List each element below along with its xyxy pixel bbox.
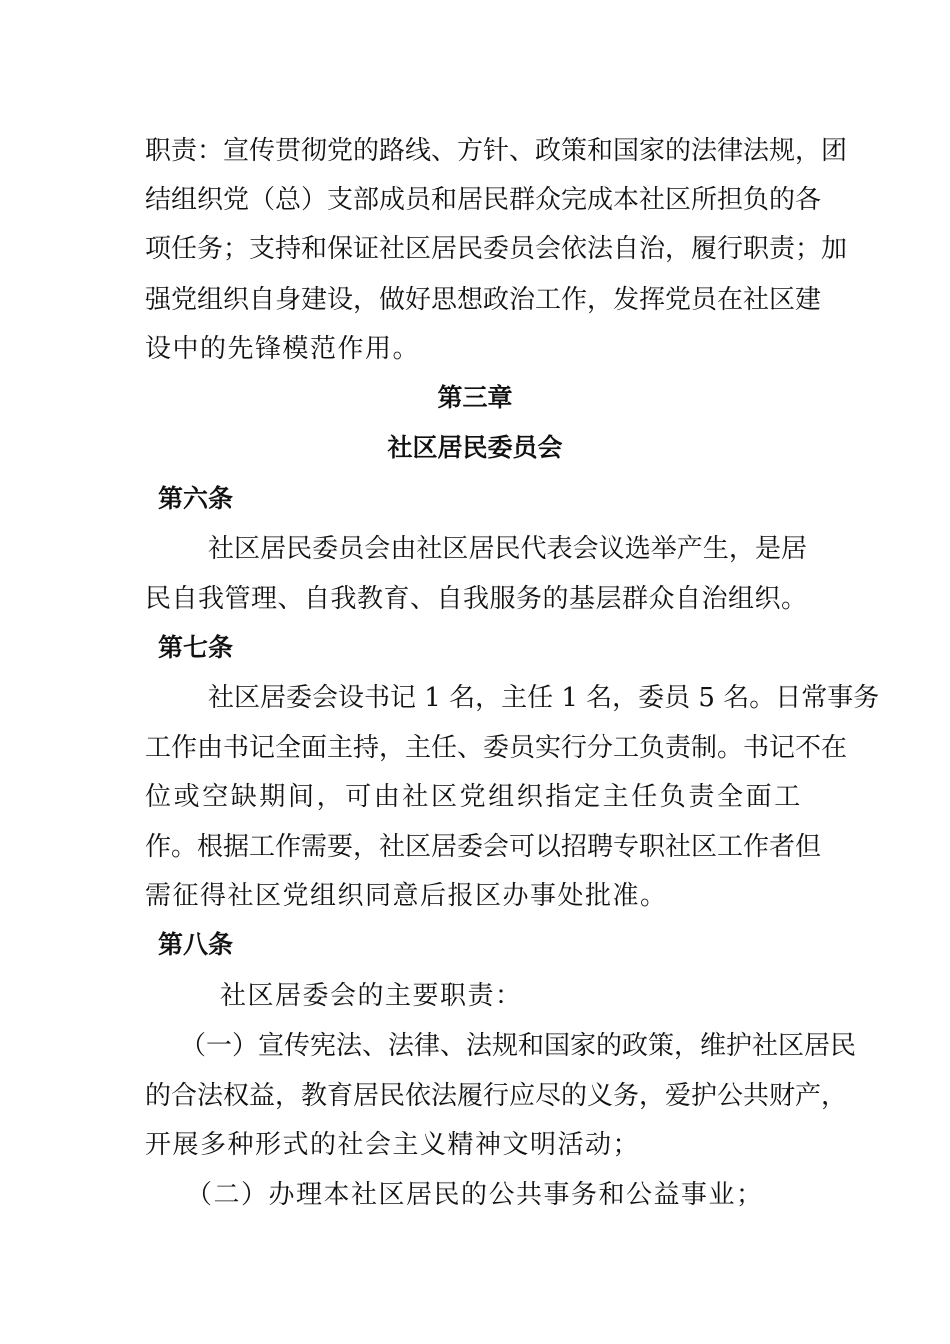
article-heading: 第七条	[158, 633, 234, 662]
article-heading: 第六条	[158, 484, 234, 513]
paragraph-line: 项任务；支持和保证社区居民委员会依法自治，履行职责；加	[145, 234, 848, 264]
paragraph-line: 需征得社区党组织同意后报区办事处批准。	[145, 881, 668, 911]
paragraph-line: 的合法权益，教育居民依法履行应尽的义务，爱护公共财产，	[145, 1081, 848, 1111]
article-heading: 第八条	[158, 930, 234, 959]
chapter-title: 社区居民委员会	[387, 433, 563, 462]
paragraph-line: 结组织党（总）支部成员和居民群众完成本社区所担负的各	[145, 185, 822, 215]
paragraph-line: 民自我管理、自我教育、自我服务的基层群众自治组织。	[145, 584, 807, 614]
paragraph-line: 职责：宣传贯彻党的路线、方针、政策和国家的法律法规，团	[145, 136, 848, 166]
list-item: （一）宣传宪法、法律、法规和国家的政策，维护社区居民	[180, 1031, 857, 1061]
paragraph-line: 工作由书记全面主持，主任、委员实行分工负责制。书记不在	[145, 733, 848, 763]
paragraph-line: 设中的先锋模范作用。	[145, 334, 421, 364]
paragraph-line: 作。根据工作需要，社区居委会可以招聘专职社区工作者但	[145, 832, 822, 862]
paragraph-line: 位或空缺期间，可由社区党组织指定主任负责全面工	[145, 782, 803, 812]
paragraph-line: 社区居委会设书记 1 名，主任 1 名，委员 5 名。日常事务	[208, 683, 880, 713]
paragraph-line: 开展多种形式的社会主义精神文明活动；	[145, 1130, 641, 1160]
paragraph-line: 社区居民委员会由社区居民代表会议选举产生，是居	[208, 534, 807, 564]
list-item: （二）办理本社区居民的公共事务和公益事业；	[186, 1180, 764, 1210]
paragraph-line: 社区居委会的主要职责：	[220, 981, 523, 1011]
paragraph-line: 强党组织自身建设，做好思想政治工作，发挥党员在社区建	[145, 285, 822, 315]
chapter-number: 第三章	[437, 383, 513, 412]
